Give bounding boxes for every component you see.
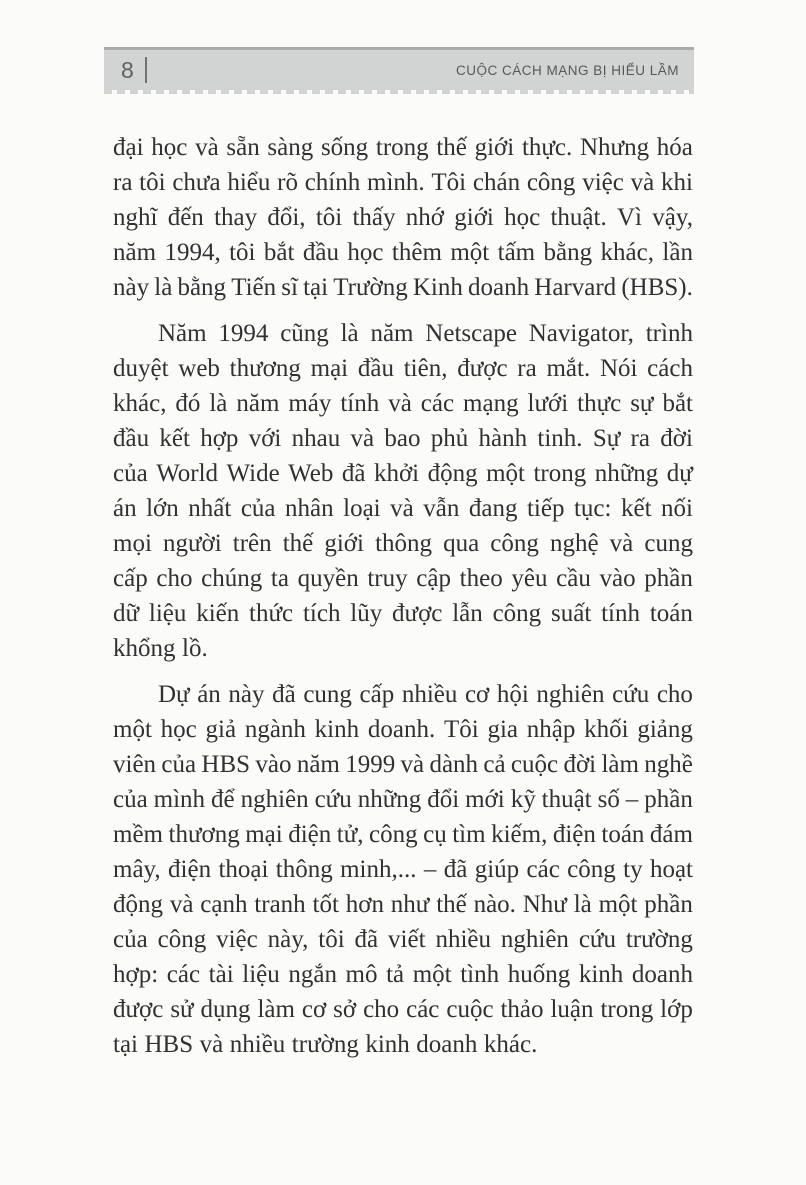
text-line: này là bằng Tiến sĩ tại Trường Kinh doanh Harvard (HBS). bbox=[113, 274, 693, 301]
body-text bbox=[113, 130, 693, 1073]
page-header bbox=[104, 47, 694, 90]
text-line: của công việc này, tôi đã viết nhiều nghiên cứu trường bbox=[113, 926, 693, 953]
paragraph bbox=[113, 316, 693, 666]
page-number-divider bbox=[145, 57, 147, 83]
text-line: ra tôi chưa hiểu rõ chính mình. Tôi chán công việc và khi bbox=[113, 169, 693, 196]
text-line: khác, đó là năm máy tính và các mạng lưới thực sự bắt bbox=[113, 390, 693, 417]
text-line: năm 1994, tôi bắt đầu học thêm một tấm bằng khác, lần bbox=[113, 239, 693, 266]
text-line: viên của HBS vào năm 1999 và dành cả cuộc đời làm nghề bbox=[113, 751, 693, 778]
text-line: hợp: các tài liệu ngắn mô tả một tình huống kinh doanh bbox=[113, 961, 693, 988]
text-line: dữ liệu kiến thức tích lũy được lẫn công suất tính toán bbox=[113, 600, 693, 627]
text-line: Dự án này đã cung cấp nhiều cơ hội nghiên cứu cho bbox=[158, 681, 693, 708]
paragraph bbox=[113, 130, 693, 305]
text-line: của mình để nghiên cứu những đổi mới kỹ thuật số – phần bbox=[113, 786, 693, 813]
text-line: duyệt web thương mại đầu tiên, được ra mắt. Nói cách bbox=[113, 355, 693, 382]
text-line: đại học và sẵn sàng sống trong thế giới thực. Nhưng hóa bbox=[113, 134, 693, 161]
text-line: một học giả ngành kinh doanh. Tôi gia nhập khối giảng bbox=[113, 716, 693, 743]
text-line: tại HBS và nhiều trường kinh doanh khác. bbox=[113, 1031, 538, 1058]
text-line: của World Wide Web đã khởi động một trong những dự bbox=[113, 460, 693, 487]
text-line: án lớn nhất của nhân loại và vẫn đang tiếp tục: kết nối bbox=[113, 495, 693, 522]
text-line: mềm thương mại điện tử, công cụ tìm kiếm, điện toán đám bbox=[113, 821, 693, 848]
text-line: nghĩ đến thay đổi, tôi thấy nhớ giới học thuật. Vì vậy, bbox=[113, 204, 693, 231]
header-perforated-edge bbox=[104, 90, 694, 94]
running-title: CUỘC CÁCH MẠNG BỊ HIỂU LẦM bbox=[455, 62, 679, 78]
text-line: động và cạnh tranh tốt hơn như thế nào. Như là một phần bbox=[113, 891, 693, 918]
text-line: được sử dụng làm cơ sở cho các cuộc thảo luận trong lớp bbox=[113, 996, 693, 1023]
paragraph bbox=[113, 677, 693, 1062]
text-line: đầu kết hợp với nhau và bao phủ hành tinh. Sự ra đời bbox=[113, 425, 693, 452]
text-line: mọi người trên thế giới thông qua công nghệ và cung bbox=[113, 530, 693, 557]
text-line: Năm 1994 cũng là năm Netscape Navigator, trình bbox=[158, 320, 693, 347]
page-number: 8 bbox=[121, 56, 134, 83]
text-line: khổng lồ. bbox=[113, 635, 208, 662]
text-line: mây, điện thoại thông minh,... – đã giúp các công ty hoạt bbox=[113, 856, 693, 883]
text-line: cấp cho chúng ta quyền truy cập theo yêu cầu vào phần bbox=[113, 565, 693, 592]
